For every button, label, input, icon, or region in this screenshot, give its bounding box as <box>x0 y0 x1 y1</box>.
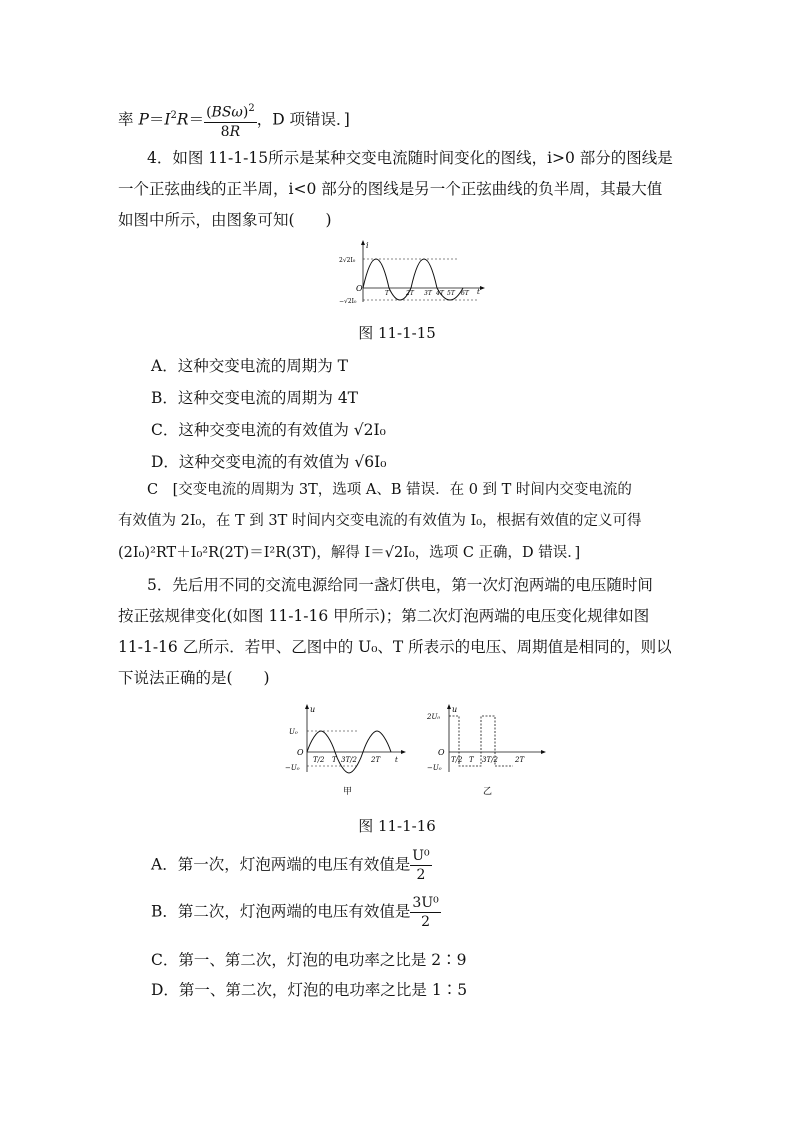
fig-jia-name: 甲 <box>343 787 353 797</box>
intro-line: 率 $P=I^2R=$ $\frac{(BS\omega)^2}{8R}$ ，D 项错误．] <box>118 100 350 141</box>
figure-11-1-16-jia <box>285 702 415 802</box>
q4-answer-line-3: (2I₀)²RT＋I₀²R(2T)＝I²R(3T)，解得 I＝√2I₀，选项 C 正确，D 错误．] <box>118 545 581 561</box>
intro-prefix: 率 <box>118 110 139 129</box>
fig1-y-bottom: −√2I₀ <box>339 298 357 305</box>
figure-caption-2: 图 11-1-16 <box>358 817 436 835</box>
fig1-tick-5T: 5T <box>447 290 455 297</box>
fig1-y-label: i <box>366 241 369 250</box>
fig1-tick-2T: 2T <box>406 290 414 297</box>
fig1-tick-6T: 6T <box>461 290 469 297</box>
q5-option-c: C．第一、第二次，灯泡的电功率之比是 2∶9 <box>151 951 467 969</box>
q4-option-b: B．这种交变电流的周期为 4T <box>151 389 359 407</box>
q4-option-d: D．这种交变电流的有效值为 √6I₀ <box>151 453 387 471</box>
fig1-tick-3T: 3T <box>424 290 432 297</box>
q4-stem-line-3: 如图中所示，由图象可知( ) <box>118 211 332 229</box>
figure-11-1-15 <box>338 238 488 308</box>
fig-yi-y-label: u <box>452 705 458 714</box>
fig-yi-tick-T: T <box>469 756 474 764</box>
fig-yi-origin: O <box>438 748 445 757</box>
fig-jia-y-top: U₀ <box>289 728 298 736</box>
q4-option-a: A．这种交变电流的周期为 T <box>151 357 348 375</box>
fig1-tick-4T: 4T <box>436 290 444 297</box>
fig-yi-tick-half: T/2 <box>451 756 463 764</box>
figure-caption-1: 图 11-1-15 <box>358 324 436 342</box>
q5-option-d: D．第一、第二次，灯泡的电功率之比是 1∶5 <box>151 981 468 999</box>
figure-11-1-16-yi <box>425 702 555 802</box>
q5-option-b-fraction: $\frac{\text{3U⁰}}{2}$ <box>412 895 439 930</box>
q4-answer-line-2: 有效值为 2I₀，在 T 到 3T 时间内交变电流的有效值为 I₀，根据有效值的定义可得 <box>118 513 642 529</box>
fig-yi-tick-2T: 2T <box>515 756 525 764</box>
q5-option-a <box>151 847 432 884</box>
fig1-tick-T: T <box>385 290 390 297</box>
q5-option-a-text: A．第一次，灯泡两端的电压有效值是 <box>151 855 411 874</box>
q5-option-b <box>151 894 441 931</box>
fig-yi-y-bottom: −U₀ <box>427 764 442 772</box>
q5-stem-line-3: 11-1-16 乙所示．若甲、乙图中的 U₀、T 所表示的电压、周期值是相同的，则以 <box>118 638 672 656</box>
q5-option-a-fraction: $\frac{\text{U⁰}}{2}$ <box>412 848 430 883</box>
fig-jia-tick-2T: 2T <box>371 756 381 764</box>
q4-answer-line-1: C [交变电流的周期为 3T，选项 A、B 错误．在 0 到 T 时间内交变电流的 <box>147 482 632 498</box>
q5-stem-line-1: 5．先后用不同的交流电源给同一盏灯供电，第一次灯泡两端的电压随时间 <box>147 576 653 594</box>
fig-yi-tick-3half: 3T/2 <box>482 756 498 764</box>
fig-jia-x-label: t <box>395 756 398 764</box>
q5-stem-line-4: 下说法正确的是( ) <box>118 669 270 687</box>
fig-jia-tick-3half: 3T/2 <box>341 756 357 764</box>
fig-yi-name: 乙 <box>483 787 493 797</box>
fig-jia-origin: O <box>297 748 304 757</box>
q4-stem-line-2: 一个正弦曲线的正半周，i<0 部分的图线是另一个正弦曲线的负半周，其最大值 <box>118 180 663 198</box>
fig1-x-label: t <box>477 288 480 296</box>
fig-jia-y-label: u <box>310 705 316 714</box>
intro-fraction: $\frac{(BS\omega)^2}{8R}$ <box>204 100 257 141</box>
fig-jia-tick-T: T <box>332 756 337 764</box>
q5-stem-line-2: 按正弦规律变化(如图 11-1-16 甲所示)；第二次灯泡两端的电压变化规律如图 <box>118 607 650 625</box>
q4-option-c: C．这种交变电流的有效值为 √2I₀ <box>151 421 386 439</box>
fig-yi-y-top: 2U₀ <box>427 713 441 721</box>
fig-jia-tick-half: T/2 <box>313 756 325 764</box>
fig-jia-y-bottom: −U₀ <box>285 764 300 772</box>
q4-stem-line-1: 4．如图 11-1-15所示是某种交变电流随时间变化的图线，i>0 部分的图线是 <box>147 149 673 167</box>
fig1-origin: O <box>356 284 363 293</box>
intro-suffix: ，D 项错误．] <box>256 110 350 129</box>
fig1-y-top: 2√2I₀ <box>339 257 356 264</box>
q5-option-b-text: B．第二次，灯泡两端的电压有效值是 <box>151 902 411 921</box>
